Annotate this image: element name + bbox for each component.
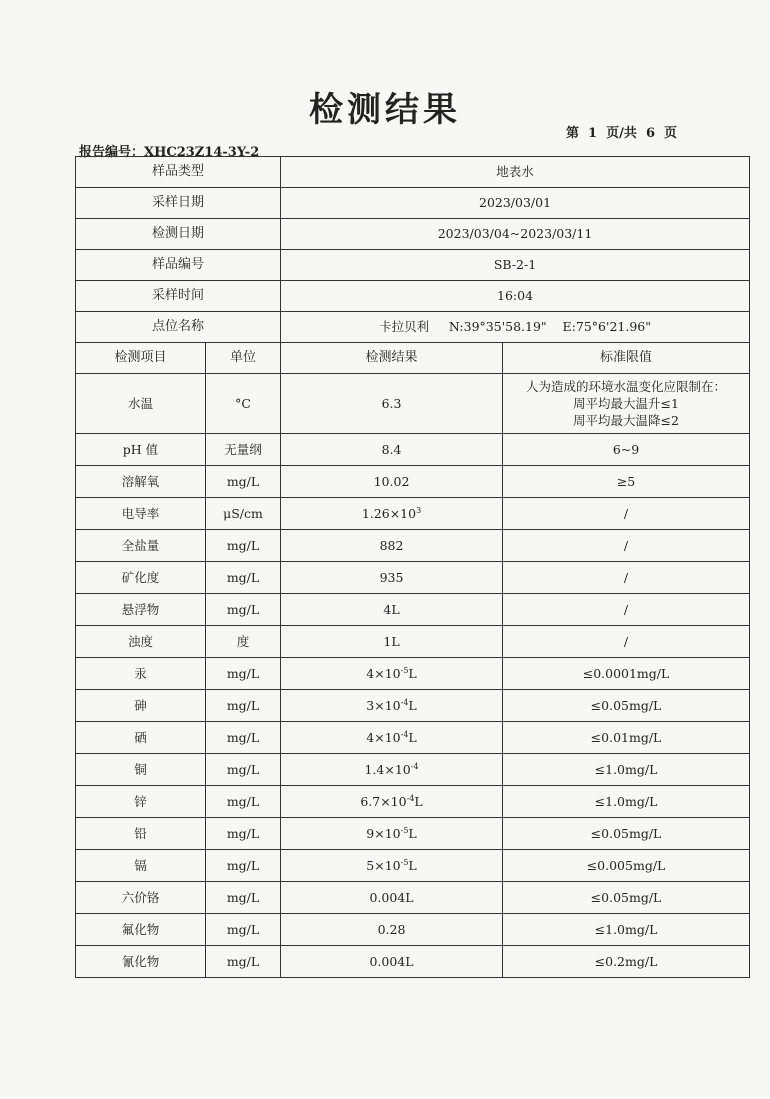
- info-value: 卡拉贝利 N:39°35'58.19" E:75°6'21.96": [281, 312, 750, 343]
- info-label: 样品类型: [76, 157, 281, 188]
- table-row: [76, 818, 750, 850]
- standard-cell: ≤0.005mg/L: [503, 850, 750, 882]
- unit-cell: mg/L: [206, 818, 281, 850]
- standard-cell: /: [503, 562, 750, 594]
- standard-cell: ≤0.05mg/L: [503, 882, 750, 914]
- result-cell: [281, 754, 503, 786]
- result-cell: 935: [281, 562, 503, 594]
- table-row: [76, 850, 750, 882]
- result-cell: [281, 690, 503, 722]
- standard-cell: ≤0.05mg/L: [503, 690, 750, 722]
- standard-line: 人为造成的环境水温变化应限制在：: [526, 379, 727, 394]
- unit-cell: mg/L: [206, 530, 281, 562]
- item-cell: 悬浮物: [76, 594, 206, 626]
- item-cell: 硒: [76, 722, 206, 754]
- result-cell: [281, 658, 503, 690]
- table-row: [76, 658, 750, 690]
- info-row: [76, 157, 750, 188]
- standard-cell: /: [503, 498, 750, 530]
- standard-line: 周平均最大温降≤2: [573, 413, 679, 428]
- info-label: 点位名称: [76, 312, 281, 343]
- table-row: [76, 946, 750, 978]
- result-cell: [281, 818, 503, 850]
- standard-line: 周平均最大温升≤1: [573, 396, 679, 411]
- result-cell: 882: [281, 530, 503, 562]
- table-row: [76, 466, 750, 498]
- item-cell: 铜: [76, 754, 206, 786]
- unit-cell: mg/L: [206, 658, 281, 690]
- item-cell: 矿化度: [76, 562, 206, 594]
- result-cell: 4L: [281, 594, 503, 626]
- item-cell: 镉: [76, 850, 206, 882]
- result-exponent: -4: [400, 729, 409, 739]
- page-title: 检测结果: [309, 90, 461, 130]
- unit-cell: mg/L: [206, 690, 281, 722]
- result-suffix: L: [408, 729, 417, 745]
- result-base: 6.7×10: [360, 793, 407, 809]
- results-table: [75, 156, 750, 978]
- result-exponent: -5: [400, 665, 409, 675]
- table-row: [76, 434, 750, 466]
- item-cell: 铅: [76, 818, 206, 850]
- result-cell: 6.3: [281, 374, 503, 434]
- info-row: [76, 281, 750, 312]
- standard-cell: ≤0.05mg/L: [503, 818, 750, 850]
- standard-cell: [503, 374, 750, 434]
- item-cell: 全盐量: [76, 530, 206, 562]
- unit-cell: mg/L: [206, 882, 281, 914]
- unit-cell: mg/L: [206, 786, 281, 818]
- result-cell: 0.004L: [281, 882, 503, 914]
- result-cell: [281, 850, 503, 882]
- unit-cell: mg/L: [206, 946, 281, 978]
- info-row: [76, 250, 750, 281]
- unit-cell: mg/L: [206, 594, 281, 626]
- info-row: [76, 312, 750, 343]
- result-cell: 1L: [281, 626, 503, 658]
- result-base: 5×10: [366, 857, 401, 873]
- result-base: 1.26×10: [361, 505, 417, 521]
- result-suffix: L: [408, 857, 417, 873]
- result-suffix: L: [414, 793, 423, 809]
- result-cell: 0.004L: [281, 946, 503, 978]
- item-cell: 六价铬: [76, 882, 206, 914]
- unit-cell: mg/L: [206, 914, 281, 946]
- unit-cell: mg/L: [206, 722, 281, 754]
- result-base: 9×10: [366, 825, 401, 841]
- page-info: 第 1 页/共 6 页: [566, 126, 678, 141]
- header-standard: 标准限值: [503, 343, 750, 374]
- standard-cell: ≤0.2mg/L: [503, 946, 750, 978]
- standard-cell: /: [503, 594, 750, 626]
- standard-cell: ≥5: [503, 466, 750, 498]
- table-row: [76, 530, 750, 562]
- info-value: SB-2-1: [281, 250, 750, 281]
- table-row: [76, 690, 750, 722]
- standard-cell: ≤1.0mg/L: [503, 914, 750, 946]
- result-exponent: -4: [406, 793, 415, 803]
- info-value: 2023/03/01: [281, 188, 750, 219]
- result-exponent: -4: [400, 697, 409, 707]
- unit-cell: mg/L: [206, 466, 281, 498]
- unit-cell: 无量纲: [206, 434, 281, 466]
- result-cell: [281, 786, 503, 818]
- item-cell: 浊度: [76, 626, 206, 658]
- result-cell: 10.02: [281, 466, 503, 498]
- unit-cell: 度: [206, 626, 281, 658]
- result-exponent: -5: [400, 825, 409, 835]
- report-number: 报告编号：XHC23Z14-3Y-2: [79, 145, 260, 160]
- table-row: [76, 498, 750, 530]
- unit-cell: mg/L: [206, 850, 281, 882]
- info-row: [76, 188, 750, 219]
- item-cell: pH 值: [76, 434, 206, 466]
- header-item: 检测项目: [76, 343, 206, 374]
- data-row-water-temp: [76, 374, 750, 434]
- result-base: 4×10: [366, 729, 401, 745]
- table-row: [76, 882, 750, 914]
- standard-cell: ≤0.01mg/L: [503, 722, 750, 754]
- unit-cell: °C: [206, 374, 281, 434]
- unit-cell: μS/cm: [206, 498, 281, 530]
- info-value: 16:04: [281, 281, 750, 312]
- info-label: 采样日期: [76, 188, 281, 219]
- standard-cell: ≤0.0001mg/L: [503, 658, 750, 690]
- result-cell: 0.28: [281, 914, 503, 946]
- header-row: [76, 343, 750, 374]
- result-cell: [281, 722, 503, 754]
- result-cell: 8.4: [281, 434, 503, 466]
- item-cell: 氰化物: [76, 946, 206, 978]
- standard-cell: /: [503, 626, 750, 658]
- result-suffix: L: [408, 825, 417, 841]
- result-suffix: L: [408, 697, 417, 713]
- table-row: [76, 722, 750, 754]
- unit-cell: mg/L: [206, 562, 281, 594]
- info-row: [76, 219, 750, 250]
- header-unit: 单位: [206, 343, 281, 374]
- item-cell: 溶解氧: [76, 466, 206, 498]
- table-row: [76, 786, 750, 818]
- standard-cell: 6~9: [503, 434, 750, 466]
- table-row: [76, 754, 750, 786]
- info-value: 2023/03/04~2023/03/11: [281, 219, 750, 250]
- info-label: 检测日期: [76, 219, 281, 250]
- info-label: 样品编号: [76, 250, 281, 281]
- item-cell: 氟化物: [76, 914, 206, 946]
- item-cell: 水温: [76, 374, 206, 434]
- result-exponent: 3: [416, 505, 422, 515]
- item-cell: 汞: [76, 658, 206, 690]
- unit-cell: mg/L: [206, 754, 281, 786]
- header-result: 检测结果: [281, 343, 503, 374]
- item-cell: 电导率: [76, 498, 206, 530]
- item-cell: 砷: [76, 690, 206, 722]
- info-label: 采样时间: [76, 281, 281, 312]
- info-value: 地表水: [281, 157, 750, 188]
- result-suffix: L: [408, 665, 417, 681]
- standard-cell: /: [503, 530, 750, 562]
- table-row: [76, 626, 750, 658]
- table-row: [76, 594, 750, 626]
- item-cell: 锌: [76, 786, 206, 818]
- result-base: 3×10: [366, 697, 401, 713]
- standard-cell: ≤1.0mg/L: [503, 786, 750, 818]
- table-row: [76, 914, 750, 946]
- table-row: [76, 562, 750, 594]
- result-exponent: -5: [400, 857, 409, 867]
- result-base: 1.4×10: [364, 761, 411, 777]
- result-cell: [281, 498, 503, 530]
- result-base: 4×10: [366, 665, 401, 681]
- standard-cell: ≤1.0mg/L: [503, 754, 750, 786]
- result-exponent: -4: [410, 761, 419, 771]
